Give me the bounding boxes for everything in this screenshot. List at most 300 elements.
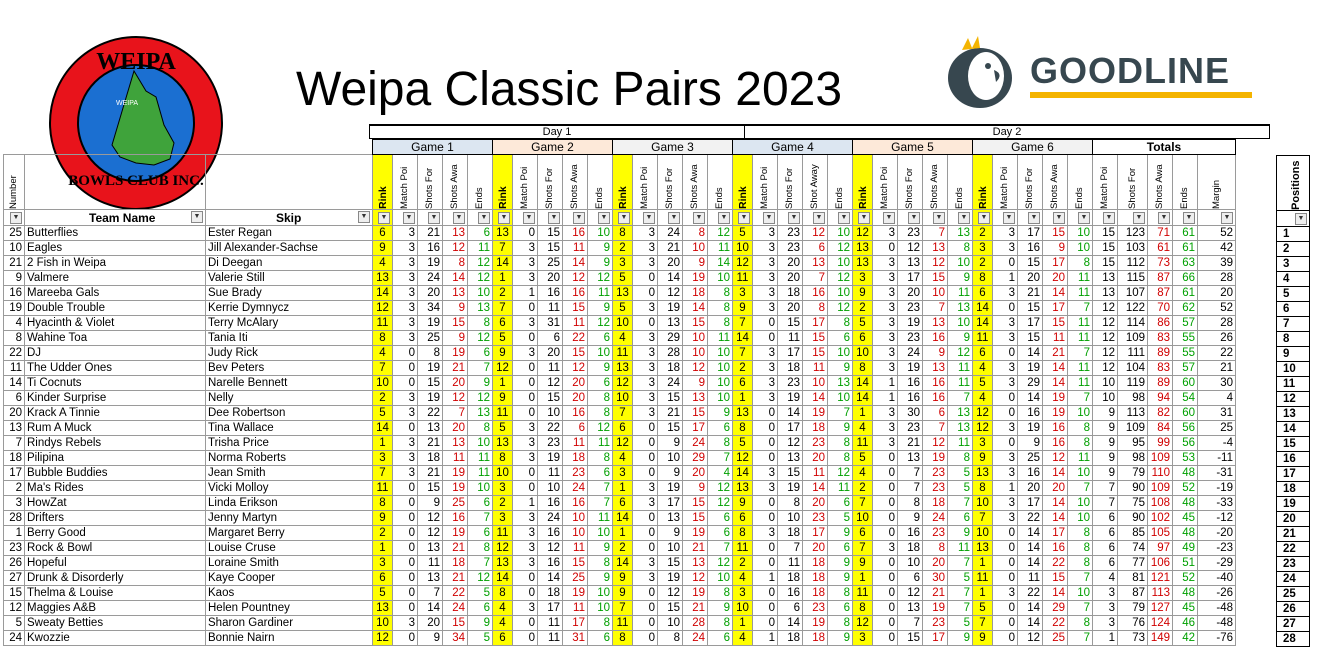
game-5-shots-away: 23 bbox=[923, 616, 948, 631]
filter-dropdown-icon[interactable]: ▼ bbox=[453, 212, 465, 224]
game-5-match-points: 3 bbox=[873, 286, 898, 301]
game-2-ends: 6 bbox=[588, 466, 613, 481]
column-filter[interactable] bbox=[443, 210, 468, 226]
game-4-shots-away: 18 bbox=[803, 631, 828, 646]
game-4-match-points: 3 bbox=[753, 361, 778, 376]
game-2-match-points: 3 bbox=[513, 451, 538, 466]
column-filter[interactable] bbox=[993, 210, 1018, 226]
shots-away-header-text: Shots Awa bbox=[929, 164, 940, 209]
filter-dropdown-icon[interactable]: ▼ bbox=[668, 212, 680, 224]
game-2-shots-for: 12 bbox=[538, 376, 563, 391]
column-filter[interactable] bbox=[1093, 210, 1118, 226]
game-4-ends: 10 bbox=[828, 286, 853, 301]
game-4-shots-away: 15 bbox=[803, 331, 828, 346]
game-1-match-points: 0 bbox=[393, 601, 418, 616]
column-filter[interactable] bbox=[393, 210, 418, 226]
game-2-rink: 3 bbox=[493, 481, 513, 496]
total-match-points: 3 bbox=[1093, 601, 1118, 616]
game-6-match-points: 1 bbox=[993, 271, 1018, 286]
game-6-shots-away: 14 bbox=[1043, 466, 1068, 481]
game-3-match-points: 0 bbox=[633, 586, 658, 601]
game-4-match-points: 3 bbox=[753, 286, 778, 301]
filter-dropdown-icon[interactable]: ▼ bbox=[1183, 212, 1195, 224]
table-row bbox=[4, 451, 1236, 466]
game-4-header: Game 4 bbox=[733, 140, 853, 155]
game-1-shots-away: 7 bbox=[443, 406, 468, 421]
match-points-header bbox=[873, 155, 898, 210]
total-match-points: 6 bbox=[1093, 556, 1118, 571]
filter-dropdown-icon[interactable]: ▼ bbox=[1221, 212, 1233, 224]
game-5-shots-for: 13 bbox=[898, 256, 923, 271]
game-4-rink: 7 bbox=[733, 346, 753, 361]
positions-filter[interactable] bbox=[1277, 211, 1310, 227]
rink-header bbox=[373, 155, 393, 210]
game-6-shots-away: 14 bbox=[1043, 361, 1068, 376]
column-filter[interactable] bbox=[683, 210, 708, 226]
game-3-match-points: 0 bbox=[633, 271, 658, 286]
rink-header-text: Rink bbox=[976, 186, 989, 209]
filter-dropdown-icon[interactable]: ▼ bbox=[643, 212, 655, 224]
game-6-shots-for: 14 bbox=[1018, 601, 1043, 616]
column-filter[interactable] bbox=[778, 210, 803, 226]
game-3-match-points: 3 bbox=[633, 226, 658, 241]
table-row bbox=[4, 256, 1236, 271]
game-6-match-points: 3 bbox=[993, 466, 1018, 481]
column-filter[interactable] bbox=[373, 210, 393, 226]
game-4-rink: 2 bbox=[733, 361, 753, 376]
column-filter[interactable] bbox=[873, 210, 898, 226]
game-2-shots-for: 18 bbox=[538, 586, 563, 601]
filter-dropdown-icon[interactable]: ▼ bbox=[358, 211, 370, 223]
column-filter[interactable] bbox=[1148, 210, 1173, 226]
game-3-ends: 8 bbox=[708, 586, 733, 601]
game-2-shots-away: 20 bbox=[563, 391, 588, 406]
game-3-shots-away: 12 bbox=[683, 361, 708, 376]
column-filter[interactable] bbox=[753, 210, 778, 226]
game-5-shots-away: 16 bbox=[923, 391, 948, 406]
total-match-points: 9 bbox=[1093, 421, 1118, 436]
game-2-ends: 9 bbox=[588, 241, 613, 256]
column-filter[interactable] bbox=[1043, 210, 1068, 226]
game-4-rink: 12 bbox=[733, 256, 753, 271]
game-5-ends: 12 bbox=[948, 346, 973, 361]
game-3-shots-for: 10 bbox=[658, 616, 683, 631]
game-4-shots-for: 23 bbox=[778, 376, 803, 391]
skip-name: Vicki Molloy bbox=[206, 481, 373, 496]
filter-dropdown-icon[interactable]: ▼ bbox=[428, 212, 440, 224]
game-6-shots-for: 19 bbox=[1018, 421, 1043, 436]
game-3-ends: 7 bbox=[708, 451, 733, 466]
game-6-ends: 7 bbox=[1068, 481, 1093, 496]
filter-dropdown-icon[interactable]: ▼ bbox=[1103, 212, 1115, 224]
column-filter[interactable] bbox=[898, 210, 923, 226]
filter-dropdown-icon[interactable]: ▼ bbox=[763, 212, 775, 224]
total-ends: 48 bbox=[1173, 586, 1198, 601]
game-3-shots-away: 20 bbox=[683, 466, 708, 481]
game-4-rink: 11 bbox=[733, 271, 753, 286]
team-number: 14 bbox=[4, 376, 25, 391]
total-ends: 60 bbox=[1173, 406, 1198, 421]
filter-dropdown-icon[interactable]: ▼ bbox=[191, 211, 203, 223]
game-3-shots-away: 15 bbox=[683, 406, 708, 421]
game-1-ends: 10 bbox=[468, 481, 493, 496]
game-6-rink: 6 bbox=[973, 346, 993, 361]
game-4-ends: 9 bbox=[828, 526, 853, 541]
game-2-shots-away: 12 bbox=[563, 361, 588, 376]
game-5-match-points: 0 bbox=[873, 496, 898, 511]
game-5-match-points: 1 bbox=[873, 391, 898, 406]
skip-header-cell bbox=[206, 155, 373, 210]
game-1-shots-for: 25 bbox=[418, 331, 443, 346]
column-filter[interactable] bbox=[588, 210, 613, 226]
column-filter[interactable] bbox=[1173, 210, 1198, 226]
game-6-shots-away: 14 bbox=[1043, 586, 1068, 601]
game-4-rink: 14 bbox=[733, 466, 753, 481]
filter-dropdown-icon[interactable]: ▼ bbox=[548, 212, 560, 224]
game-1-shots-away: 18 bbox=[443, 556, 468, 571]
filter-dropdown-icon[interactable]: ▼ bbox=[738, 212, 750, 224]
skip-filter[interactable] bbox=[206, 210, 373, 226]
game-3-rink: 6 bbox=[613, 496, 633, 511]
game-1-rink: 13 bbox=[373, 601, 393, 616]
filter-dropdown-icon[interactable]: ▼ bbox=[788, 212, 800, 224]
filter-dropdown-icon[interactable]: ▼ bbox=[1003, 212, 1015, 224]
game-6-rink: 13 bbox=[973, 541, 993, 556]
game-6-match-points: 3 bbox=[993, 226, 1018, 241]
game-5-shots-away: 16 bbox=[923, 376, 948, 391]
game-6-ends: 10 bbox=[1068, 496, 1093, 511]
game-1-rink: 11 bbox=[373, 481, 393, 496]
table-row bbox=[4, 631, 1236, 646]
position-value: 27 bbox=[1277, 617, 1310, 632]
game-3-shots-for: 12 bbox=[658, 586, 683, 601]
game-3-match-points: 3 bbox=[633, 301, 658, 316]
game-5-match-points: 0 bbox=[873, 601, 898, 616]
total-ends: 48 bbox=[1173, 466, 1198, 481]
column-filter[interactable] bbox=[1118, 210, 1148, 226]
game-5-match-points: 3 bbox=[873, 436, 898, 451]
game-2-shots-away: 15 bbox=[563, 346, 588, 361]
game-1-shots-away: 9 bbox=[443, 301, 468, 316]
team-name: Pilipina bbox=[25, 451, 206, 466]
game-6-shots-away: 14 bbox=[1043, 496, 1068, 511]
game-3-ends: 10 bbox=[708, 361, 733, 376]
game-6-ends: 11 bbox=[1068, 376, 1093, 391]
game-1-match-points: 3 bbox=[393, 256, 418, 271]
margin: -26 bbox=[1198, 586, 1236, 601]
game-5-shots-for: 30 bbox=[898, 406, 923, 421]
game-2-match-points: 3 bbox=[513, 511, 538, 526]
column-filter[interactable] bbox=[853, 210, 873, 226]
filter-dropdown-icon[interactable]: ▼ bbox=[598, 212, 610, 224]
rink-header bbox=[613, 155, 633, 210]
game-5-ends: 10 bbox=[948, 316, 973, 331]
table-row bbox=[4, 361, 1236, 376]
game-5-shots-for: 24 bbox=[898, 346, 923, 361]
skip-filter-label: Skip bbox=[276, 210, 302, 225]
game-3-shots-for: 18 bbox=[658, 361, 683, 376]
game-5-match-points: 0 bbox=[873, 451, 898, 466]
game-5-ends: 9 bbox=[948, 271, 973, 286]
total-shots-away: 71 bbox=[1148, 226, 1173, 241]
total-match-points: 15 bbox=[1093, 256, 1118, 271]
rink-header-text: Rink bbox=[856, 186, 869, 209]
game-6-match-points: 3 bbox=[993, 241, 1018, 256]
game-6-shots-for: 9 bbox=[1018, 436, 1043, 451]
filter-dropdown-icon[interactable]: ▼ bbox=[858, 212, 870, 224]
table-row bbox=[4, 481, 1236, 496]
game-3-shots-for: 17 bbox=[658, 496, 683, 511]
game-2-rink: 13 bbox=[493, 226, 513, 241]
filter-dropdown-icon[interactable]: ▼ bbox=[958, 212, 970, 224]
skip-name: Judy Rick bbox=[206, 346, 373, 361]
total-shots-away: 84 bbox=[1148, 421, 1173, 436]
margin: 25 bbox=[1198, 421, 1236, 436]
game-1-shots-for: 11 bbox=[418, 556, 443, 571]
skip-name: Tina Wallace bbox=[206, 421, 373, 436]
game-5-shots-away: 12 bbox=[923, 256, 948, 271]
game-6-ends: 11 bbox=[1068, 331, 1093, 346]
column-filter[interactable] bbox=[633, 210, 658, 226]
filter-dropdown-icon[interactable]: ▼ bbox=[1028, 212, 1040, 224]
game-2-shots-away: 16 bbox=[563, 406, 588, 421]
shots-away-header bbox=[923, 155, 948, 210]
column-filter[interactable] bbox=[613, 210, 633, 226]
position-value: 28 bbox=[1277, 632, 1310, 647]
column-filter[interactable] bbox=[923, 210, 948, 226]
column-filter[interactable] bbox=[538, 210, 563, 226]
game-6-ends: 7 bbox=[1068, 301, 1093, 316]
game-5-ends: 6 bbox=[948, 511, 973, 526]
column-filter[interactable] bbox=[513, 210, 538, 226]
game-4-ends: 9 bbox=[828, 631, 853, 646]
total-shots-for: 95 bbox=[1118, 436, 1148, 451]
column-filter[interactable] bbox=[468, 210, 493, 226]
number-filter[interactable] bbox=[4, 210, 25, 226]
column-filter[interactable] bbox=[658, 210, 683, 226]
game-1-rink: 3 bbox=[373, 451, 393, 466]
game-5-match-points: 0 bbox=[873, 616, 898, 631]
game-4-ends: 11 bbox=[828, 481, 853, 496]
game-1-match-points: 0 bbox=[393, 421, 418, 436]
filter-dropdown-icon[interactable]: ▼ bbox=[618, 212, 630, 224]
filter-dropdown-icon[interactable]: ▼ bbox=[378, 212, 390, 224]
column-filter[interactable] bbox=[418, 210, 443, 226]
game-1-ends: 12 bbox=[468, 331, 493, 346]
position-value: 18 bbox=[1277, 482, 1310, 497]
column-filter[interactable] bbox=[948, 210, 973, 226]
game-1-ends: 10 bbox=[468, 436, 493, 451]
total-shots-for: 109 bbox=[1118, 331, 1148, 346]
game-2-ends: 10 bbox=[588, 601, 613, 616]
rink-header bbox=[853, 155, 873, 210]
game-1-shots-away: 19 bbox=[443, 481, 468, 496]
game-5-shots-away: 8 bbox=[923, 541, 948, 556]
filter-dropdown-icon[interactable]: ▼ bbox=[978, 212, 990, 224]
game-3-rink: 12 bbox=[613, 376, 633, 391]
game-3-shots-away: 18 bbox=[683, 286, 708, 301]
column-filter[interactable] bbox=[803, 210, 828, 226]
skip-name: Jill Alexander-Sachse bbox=[206, 241, 373, 256]
game-3-shots-away: 12 bbox=[683, 571, 708, 586]
game-4-ends: 12 bbox=[828, 466, 853, 481]
game-5-rink: 10 bbox=[853, 346, 873, 361]
total-ends: 45 bbox=[1173, 601, 1198, 616]
game-1-rink: 6 bbox=[373, 226, 393, 241]
game-3-match-points: 0 bbox=[633, 541, 658, 556]
filter-dropdown-icon[interactable]: ▼ bbox=[933, 212, 945, 224]
game-1-shots-away: 8 bbox=[443, 256, 468, 271]
game-3-shots-for: 13 bbox=[658, 511, 683, 526]
total-match-points: 4 bbox=[1093, 571, 1118, 586]
game-6-ends: 8 bbox=[1068, 616, 1093, 631]
shots-away-header bbox=[563, 155, 588, 210]
total-match-points: 10 bbox=[1093, 376, 1118, 391]
game-5-ends: 8 bbox=[948, 451, 973, 466]
game-5-rink: 12 bbox=[853, 616, 873, 631]
match-points-header-text: Match Poi bbox=[999, 166, 1010, 209]
game-4-ends: 6 bbox=[828, 496, 853, 511]
game-6-shots-for: 22 bbox=[1018, 586, 1043, 601]
filter-dropdown-icon[interactable]: ▼ bbox=[1078, 212, 1090, 224]
column-filter[interactable] bbox=[563, 210, 588, 226]
game-3-shots-for: 15 bbox=[658, 601, 683, 616]
game-1-rink: 1 bbox=[373, 541, 393, 556]
skip-name: Loraine Smith bbox=[206, 556, 373, 571]
game-6-shots-away: 29 bbox=[1043, 601, 1068, 616]
total-ends: 52 bbox=[1173, 481, 1198, 496]
table-row bbox=[4, 586, 1236, 601]
filter-dropdown-icon[interactable]: ▼ bbox=[573, 212, 585, 224]
game-2-shots-for: 31 bbox=[538, 316, 563, 331]
filter-dropdown-icon[interactable]: ▼ bbox=[883, 212, 895, 224]
game-5-shots-for: 13 bbox=[898, 451, 923, 466]
filter-dropdown-icon[interactable]: ▼ bbox=[693, 212, 705, 224]
filter-dropdown-icon[interactable]: ▼ bbox=[718, 212, 730, 224]
total-ends: 56 bbox=[1173, 421, 1198, 436]
column-filter[interactable] bbox=[708, 210, 733, 226]
total-match-points: 12 bbox=[1093, 301, 1118, 316]
game-5-rink: 2 bbox=[853, 301, 873, 316]
game-1-rink: 5 bbox=[373, 406, 393, 421]
column-filter[interactable] bbox=[733, 210, 753, 226]
sponsor-name: GOODLINE bbox=[1030, 50, 1231, 91]
game-6-match-points: 3 bbox=[993, 421, 1018, 436]
game-4-rink: 7 bbox=[733, 316, 753, 331]
game-3-shots-away: 28 bbox=[683, 616, 708, 631]
rink-header bbox=[493, 155, 513, 210]
game-6-header: Game 6 bbox=[973, 140, 1093, 155]
positions-header-text: Positions bbox=[1290, 160, 1302, 210]
game-6-match-points: 3 bbox=[993, 316, 1018, 331]
game-6-match-points: 3 bbox=[993, 376, 1018, 391]
game-2-rink: 8 bbox=[493, 451, 513, 466]
match-points-header bbox=[513, 155, 538, 210]
game-6-rink: 3 bbox=[973, 436, 993, 451]
filter-dropdown-icon[interactable]: ▼ bbox=[498, 212, 510, 224]
team-number: 3 bbox=[4, 496, 25, 511]
game-1-match-points: 0 bbox=[393, 631, 418, 646]
rink-header bbox=[973, 155, 993, 210]
total-shots-for: 85 bbox=[1118, 526, 1148, 541]
column-filter[interactable] bbox=[1198, 210, 1236, 226]
filter-dropdown-icon[interactable]: ▼ bbox=[1053, 212, 1065, 224]
shots-for-header bbox=[538, 155, 563, 210]
column-filter[interactable] bbox=[1018, 210, 1043, 226]
game-3-shots-for: 12 bbox=[658, 286, 683, 301]
game-2-shots-away: 25 bbox=[563, 571, 588, 586]
game-5-shots-for: 12 bbox=[898, 586, 923, 601]
game-1-shots-for: 19 bbox=[418, 256, 443, 271]
total-ends: 61 bbox=[1173, 241, 1198, 256]
filter-dropdown-icon[interactable]: ▼ bbox=[813, 212, 825, 224]
match-points-header-text: Match Poi bbox=[639, 166, 650, 209]
game-5-ends: 13 bbox=[948, 301, 973, 316]
game-4-shots-for: 11 bbox=[778, 331, 803, 346]
game-4-ends: 5 bbox=[828, 511, 853, 526]
filter-dropdown-icon[interactable]: ▼ bbox=[403, 212, 415, 224]
game-6-shots-away: 16 bbox=[1043, 421, 1068, 436]
filter-dropdown-icon[interactable]: ▼ bbox=[523, 212, 535, 224]
total-shots-away: 87 bbox=[1148, 271, 1173, 286]
game-1-ends: 6 bbox=[468, 526, 493, 541]
game-6-shots-away: 15 bbox=[1043, 226, 1068, 241]
game-6-rink: 5 bbox=[973, 376, 993, 391]
filter-dropdown-icon[interactable]: ▼ bbox=[1158, 212, 1170, 224]
game-3-ends: 6 bbox=[708, 631, 733, 646]
column-filter[interactable] bbox=[973, 210, 993, 226]
team-filter[interactable] bbox=[25, 210, 206, 226]
game-6-shots-for: 20 bbox=[1018, 481, 1043, 496]
column-filter[interactable] bbox=[493, 210, 513, 226]
game-4-match-points: 0 bbox=[753, 601, 778, 616]
column-filter[interactable] bbox=[828, 210, 853, 226]
game-2-rink: 13 bbox=[493, 556, 513, 571]
filter-dropdown-icon[interactable]: ▼ bbox=[908, 212, 920, 224]
filter-dropdown-icon[interactable]: ▼ bbox=[10, 212, 22, 224]
total-match-points-header bbox=[1093, 155, 1118, 210]
filter-dropdown-icon[interactable]: ▼ bbox=[1133, 212, 1145, 224]
shots-for-header-text: Shots For bbox=[424, 167, 435, 209]
game-2-shots-for: 11 bbox=[538, 361, 563, 376]
game-1-shots-for: 13 bbox=[418, 421, 443, 436]
game-1-ends: 12 bbox=[468, 256, 493, 271]
game-4-shots-away: 7 bbox=[803, 271, 828, 286]
game-4-ends: 10 bbox=[828, 226, 853, 241]
game-1-ends: 7 bbox=[468, 361, 493, 376]
filter-dropdown-icon[interactable]: ▼ bbox=[838, 212, 850, 224]
filter-dropdown-icon[interactable]: ▼ bbox=[478, 212, 490, 224]
filter-dropdown-icon[interactable]: ▼ bbox=[1295, 213, 1307, 225]
total-ends: 57 bbox=[1173, 361, 1198, 376]
game-6-shots-for: 14 bbox=[1018, 556, 1043, 571]
game-3-shots-for: 10 bbox=[658, 541, 683, 556]
game-3-shots-for: 8 bbox=[658, 631, 683, 646]
total-match-points: 12 bbox=[1093, 361, 1118, 376]
game-5-ends: 13 bbox=[948, 226, 973, 241]
game-1-match-points: 3 bbox=[393, 241, 418, 256]
game-2-shots-for: 19 bbox=[538, 451, 563, 466]
game-3-shots-for: 9 bbox=[658, 436, 683, 451]
team-name: Bubble Buddies bbox=[25, 466, 206, 481]
game-1-shots-away: 34 bbox=[443, 631, 468, 646]
game-5-shots-for: 23 bbox=[898, 331, 923, 346]
position-value: 25 bbox=[1277, 587, 1310, 602]
total-ends: 56 bbox=[1173, 436, 1198, 451]
column-filter[interactable] bbox=[1068, 210, 1093, 226]
game-5-ends: 11 bbox=[948, 361, 973, 376]
game-4-shots-for: 13 bbox=[778, 451, 803, 466]
